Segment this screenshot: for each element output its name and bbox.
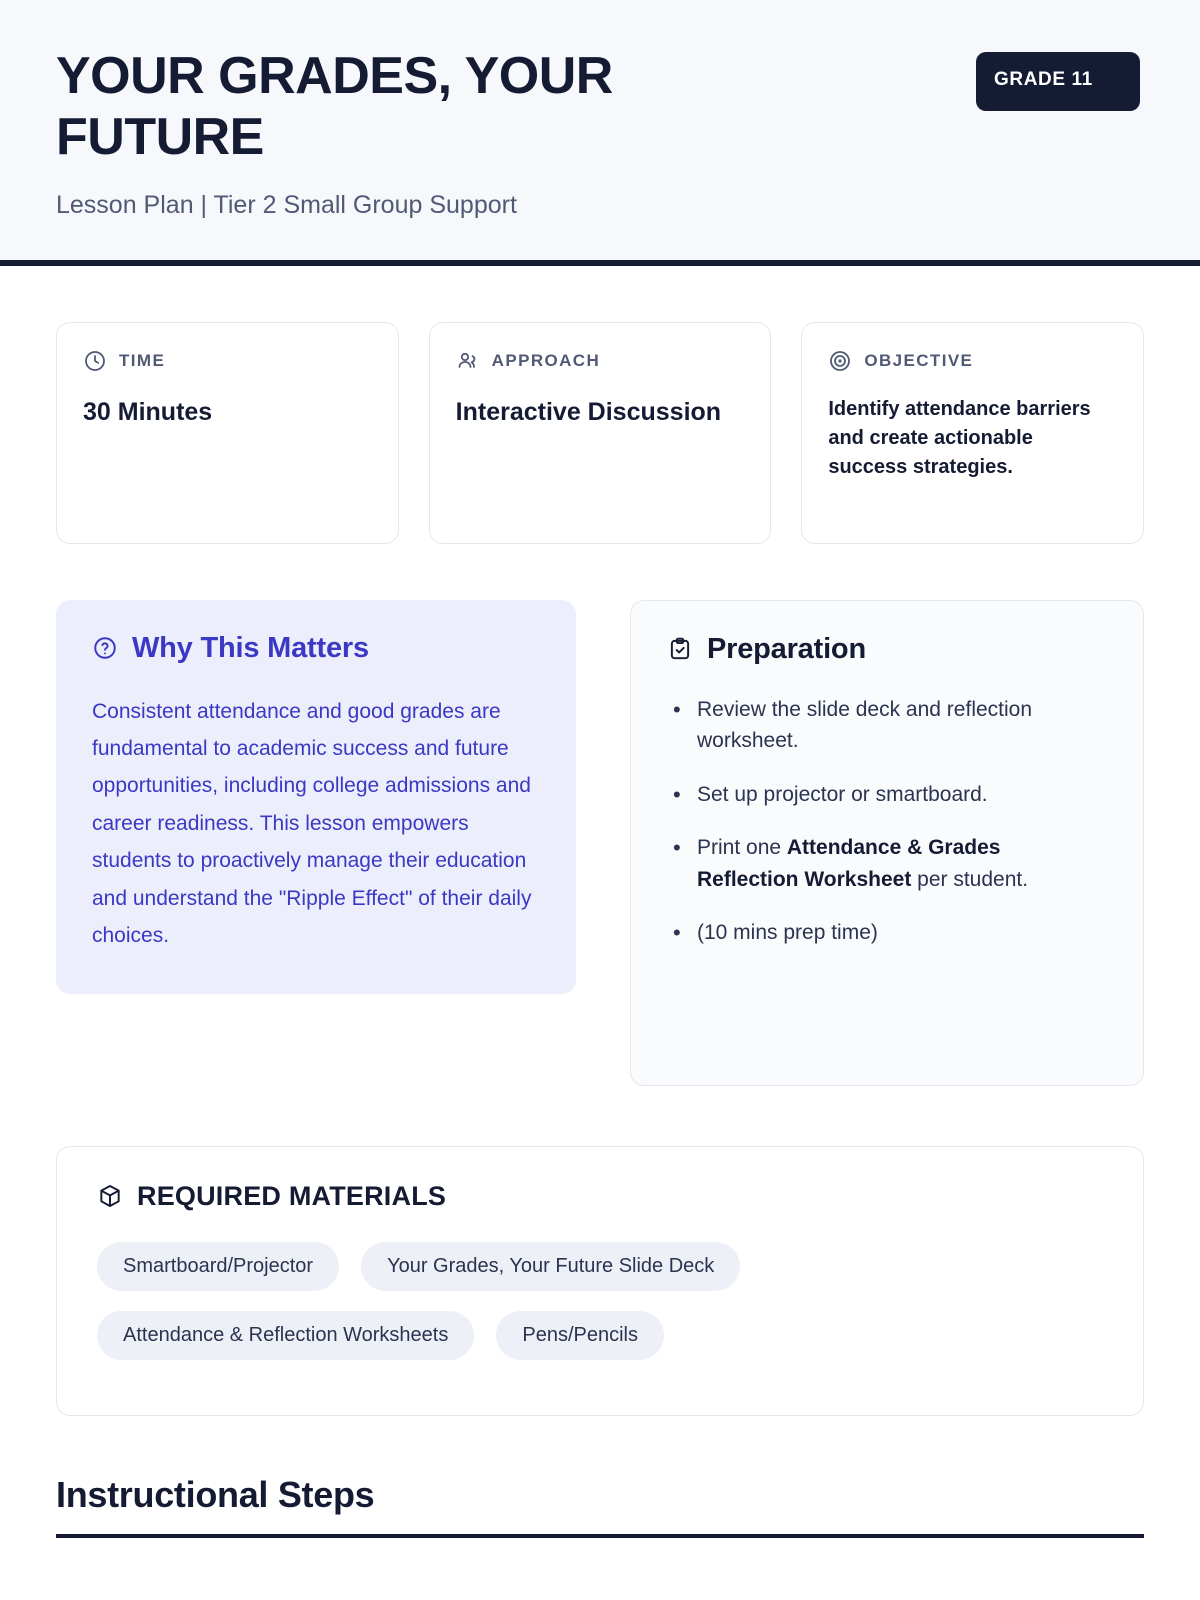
meta-card-header	[828, 349, 1117, 373]
materials-chip-list	[97, 1242, 887, 1360]
list-item	[667, 779, 1107, 811]
meta-card-header	[456, 349, 745, 373]
meta-card-label: APPROACH	[491, 350, 601, 370]
list-item-text: Print one	[697, 836, 787, 860]
why-this-matters-body: Consistent attendance and good grades are fundamental to academic success and future opportunities, including college admissions and career readiness. This lesson empowers students to proactively manage their education and understand the "Ripple Effect" of their daily choices.	[92, 699, 532, 947]
material-chip: Your Grades, Your Future Slide Deck	[361, 1242, 740, 1291]
meta-card-time	[56, 322, 399, 544]
meta-card-value: Identify attendance barriers and create actionable success strategies.	[828, 397, 1091, 478]
panel-title: Preparation	[707, 632, 866, 665]
list-item-text: (10 mins prep time)	[697, 921, 878, 945]
meta-card-approach	[429, 322, 772, 544]
meta-card-value: 30 Minutes	[83, 397, 213, 426]
list-item	[667, 832, 1107, 895]
page-title: YOUR GRADES, YOUR FUTURE	[56, 47, 613, 167]
list-item-text: Set up projector or smartboard.	[697, 782, 988, 806]
material-chip: Pens/Pencils	[496, 1311, 664, 1360]
material-chip: Smartboard/Projector	[97, 1242, 339, 1291]
meta-card-value: Interactive Discussion	[455, 397, 722, 426]
preparation-panel	[630, 600, 1144, 1086]
page-subtitle: Lesson Plan | Tier 2 Small Group Support	[56, 190, 517, 219]
grade-badge-label: GRADE 11	[994, 69, 1093, 90]
users-icon	[456, 349, 480, 373]
required-materials-card	[56, 1146, 1144, 1416]
preparation-list	[667, 694, 1107, 949]
document-header	[0, 0, 1200, 266]
meta-card-objective	[801, 322, 1144, 544]
box-icon	[97, 1183, 123, 1209]
question-circle-icon	[92, 635, 118, 661]
target-icon	[828, 349, 852, 373]
list-item-text-tail: per student.	[911, 867, 1029, 891]
list-item	[667, 917, 1107, 949]
meta-card-row	[56, 322, 1144, 544]
materials-title: REQUIRED MATERIALS	[137, 1180, 447, 1211]
list-item	[667, 694, 1107, 757]
list-item-text: Review the slide deck and reflection worksheet.	[697, 697, 1033, 753]
grade-badge	[976, 52, 1140, 111]
panel-title: Why This Matters	[132, 631, 369, 664]
list-item-emphasis: Attendance & Grades Reflection Worksheet	[697, 836, 1001, 891]
clipboard-check-icon	[667, 636, 693, 662]
meta-card-label: OBJECTIVE	[864, 350, 974, 370]
material-chip: Attendance & Reflection Worksheets	[97, 1311, 474, 1360]
panel-header	[92, 632, 540, 665]
panel-row	[56, 600, 1144, 1086]
meta-card-header	[83, 349, 372, 373]
instructional-steps-heading: Instructional Steps	[56, 1474, 1144, 1538]
clock-icon	[83, 349, 107, 373]
panel-header	[667, 633, 1107, 666]
materials-header	[97, 1181, 1103, 1212]
meta-card-label: TIME	[119, 350, 166, 370]
why-this-matters-panel	[56, 600, 576, 995]
